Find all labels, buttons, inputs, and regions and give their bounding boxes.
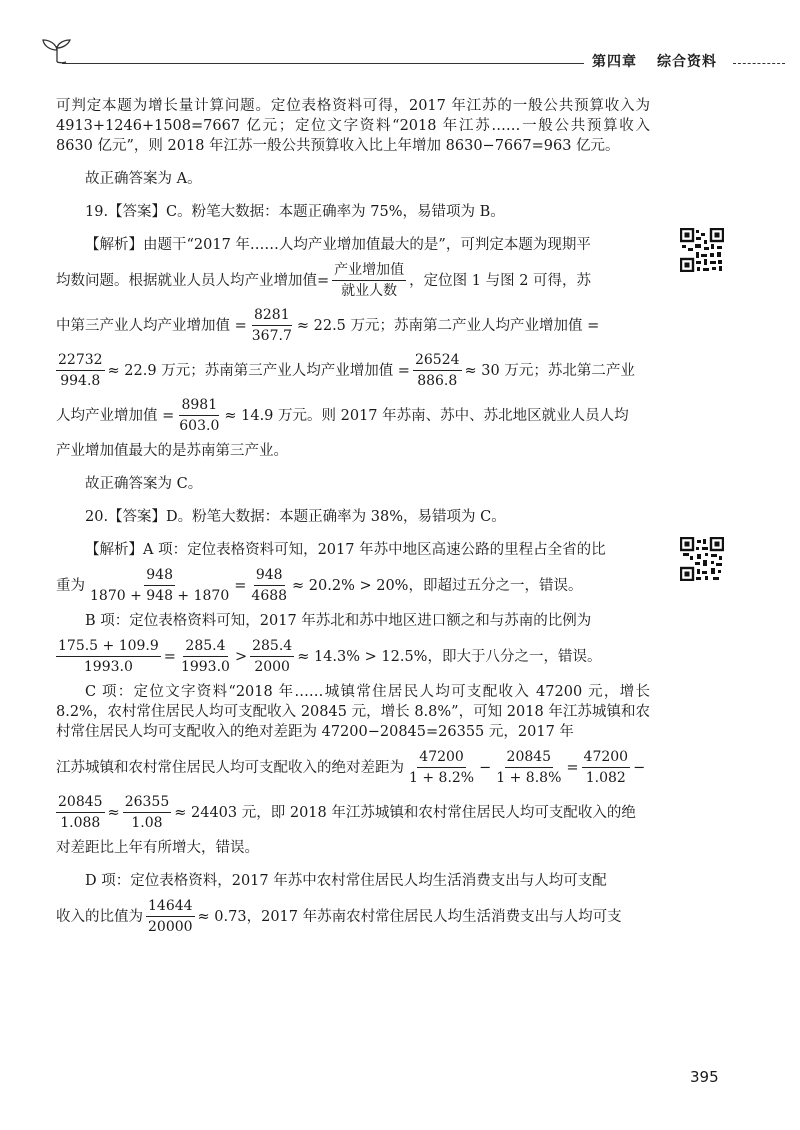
numerator: 22732	[56, 351, 105, 371]
fraction	[250, 637, 294, 676]
denominator: 1993.0	[83, 659, 133, 675]
fraction	[413, 351, 462, 390]
denominator: 994.8	[60, 373, 101, 389]
fraction	[249, 566, 289, 605]
q20-text: 收入的比值为	[56, 908, 143, 925]
header-rule-dashed	[733, 63, 785, 64]
denominator: 20000	[148, 919, 193, 935]
numerator: 14644	[146, 897, 195, 917]
q19-text-line: 产业增加值最大的是苏南第三产业。	[56, 443, 288, 459]
denominator: 1.088	[60, 815, 101, 831]
minus-sign: −	[479, 759, 492, 776]
fraction	[56, 351, 105, 390]
equals-sign: =	[234, 577, 247, 594]
q20-formula-line	[56, 897, 650, 936]
numerator: 20845	[505, 748, 554, 768]
q19-formula-line	[56, 351, 650, 390]
numerator: 26524	[413, 351, 462, 371]
denominator: 1.08	[131, 815, 163, 831]
numerator: 20845	[56, 793, 105, 813]
q19-text: ≈ 22.9 万元；苏南第三产业人均产业增加值 =	[107, 362, 410, 379]
q20-text: 江苏城镇和农村常住居民人均可支配收入的绝对差距为	[56, 759, 404, 776]
q20-option-d: D 项：定位表格资料，2017 年苏中农村常住居民人均生活消费支出与人均可支配	[85, 873, 607, 889]
denominator: 886.8	[417, 373, 458, 389]
page-number: 395	[690, 1068, 719, 1086]
denominator: 就业人数	[341, 283, 398, 299]
page-header	[0, 0, 800, 80]
fraction	[177, 396, 221, 435]
greater-sign: >	[234, 648, 248, 665]
numerator: 948	[254, 566, 285, 586]
denominator: 1.082	[585, 770, 626, 786]
q19-formula-line	[56, 261, 650, 300]
q19-answer: 19.【答案】C。粉笔大数据：本题正确率为 75%，易错项为 B。	[85, 204, 505, 220]
section-label: 综合资料	[657, 54, 717, 70]
denominator: 603.0	[179, 418, 220, 434]
q20-text: ≈ 20.2% > 20%，即超过五分之一，错误。	[292, 577, 583, 594]
equals-sign: =	[566, 759, 579, 776]
page-body	[56, 96, 650, 942]
numerator: 285.4	[250, 637, 294, 657]
numerator: 产业增加值	[332, 261, 406, 281]
denominator: 2000	[254, 659, 290, 675]
q19-analysis-line	[56, 235, 650, 255]
q20-text: ≈ 14.3% > 12.5%，即大于八分之一，错误。	[297, 648, 602, 665]
fraction	[123, 793, 172, 832]
q20-formula-line	[56, 637, 650, 676]
q20-formula-line	[56, 748, 650, 787]
denominator: 1 + 8.8%	[496, 770, 562, 786]
fraction	[250, 306, 294, 345]
numerator: 948	[144, 566, 175, 586]
numerator: 8981	[179, 396, 219, 416]
leaf-icon	[40, 38, 74, 64]
q20-option-c: C 项：定位文字资料“2018 年……城镇常住居民人均可支配收入 47200 元，增长 8.2%，农村常住居民人均可支配收入 20845 元，增长 8.8%”，可知 2018 年江苏城镇和农村常住居民人均可支配收入的绝对差距为 47200−20845=26355 元，2017 年	[56, 684, 650, 740]
equals-sign: =	[163, 648, 176, 665]
q20-option-b: B 项：定位表格资料可知，2017 年苏北和苏中地区进口额之和与苏南的比例为	[85, 613, 592, 629]
chapter-label: 第四章	[592, 54, 637, 70]
q20-formula-line	[56, 793, 650, 832]
numerator: 47200	[417, 748, 466, 768]
q19-text: ≈ 30 万元；苏北第二产业	[464, 362, 635, 379]
q19-text: ≈ 14.9 万元。则 2017 年苏南、苏中、苏北地区就业人员人均	[224, 407, 629, 424]
fraction	[146, 897, 195, 936]
q20-text: 重为	[56, 577, 85, 594]
q18-conclusion: 故正确答案为 A。	[85, 171, 202, 187]
q19-formula-line	[56, 306, 650, 345]
qr-code-icon[interactable]	[680, 228, 724, 272]
fraction	[179, 637, 232, 676]
q20-text: ≈ 0.73，2017 年苏南农村常住居民人均生活消费支出与人均可支	[197, 908, 622, 925]
q20-option-a: 【解析】A 项：定位表格资料可知，2017 年苏中地区高速公路的里程占全省的比	[85, 542, 606, 558]
chapter-heading	[592, 51, 717, 71]
minus-sign: −	[633, 759, 646, 776]
header-rule	[62, 63, 584, 64]
q20-answer: 20.【答案】D。粉笔大数据：本题正确率为 38%，易错项为 C。	[85, 509, 506, 525]
numerator: 175.5 + 109.9	[56, 637, 161, 657]
fraction	[494, 748, 563, 787]
fraction	[332, 261, 406, 300]
denominator: 1870 + 948 + 1870	[90, 588, 230, 604]
fraction	[407, 748, 476, 787]
denominator: 367.7	[251, 328, 292, 344]
q19-conclusion: 故正确答案为 C。	[85, 476, 203, 492]
q19-text: 【解析】由题干“2017 年……人均产业增加值最大的是”，可判定本题为现期平	[85, 237, 591, 253]
fraction	[88, 566, 231, 605]
numerator: 285.4	[183, 637, 227, 657]
q19-formula-line	[56, 396, 650, 435]
denominator: 4688	[251, 588, 288, 604]
fraction	[582, 748, 631, 787]
q19-text: 均数问题。根据就业人员人均产业增加值=	[56, 272, 330, 289]
q20-text-line: 对差距比上年有所增大，错误。	[56, 840, 259, 856]
approx-sign: ≈	[107, 804, 120, 821]
fraction	[56, 793, 105, 832]
denominator: 1993.0	[180, 659, 230, 675]
q19-text: 人均产业增加值 =	[56, 407, 175, 424]
numerator: 47200	[582, 748, 631, 768]
paragraph-q18-tail: 可判定本题为增长量计算问题。定位表格资料可得，2017 年江苏的一般公共预算收入为 4913+1246+1508=7667 亿元；定位文字资料“2018 年江苏……一般公共预算收入 8630 亿元”，则 2018 年江苏一般公共预算收入比上年增加 8630−7667=963 亿元。	[56, 98, 650, 154]
numerator: 8281	[252, 306, 292, 326]
q20-formula-line	[56, 566, 650, 605]
q20-text: ≈ 24403 元，即 2018 年江苏城镇和农村常住居民人均可支配收入的绝	[174, 804, 636, 821]
qr-code-icon[interactable]	[680, 537, 724, 581]
q19-text: 中第三产业人均产业增加值 =	[56, 317, 247, 334]
q19-text: ，定位图 1 与图 2 可得，苏	[409, 272, 592, 289]
q19-text: ≈ 22.5 万元；苏南第二产业人均产业增加值 =	[296, 317, 600, 334]
numerator: 26355	[123, 793, 172, 813]
fraction	[56, 637, 161, 676]
denominator: 1 + 8.2%	[409, 770, 475, 786]
